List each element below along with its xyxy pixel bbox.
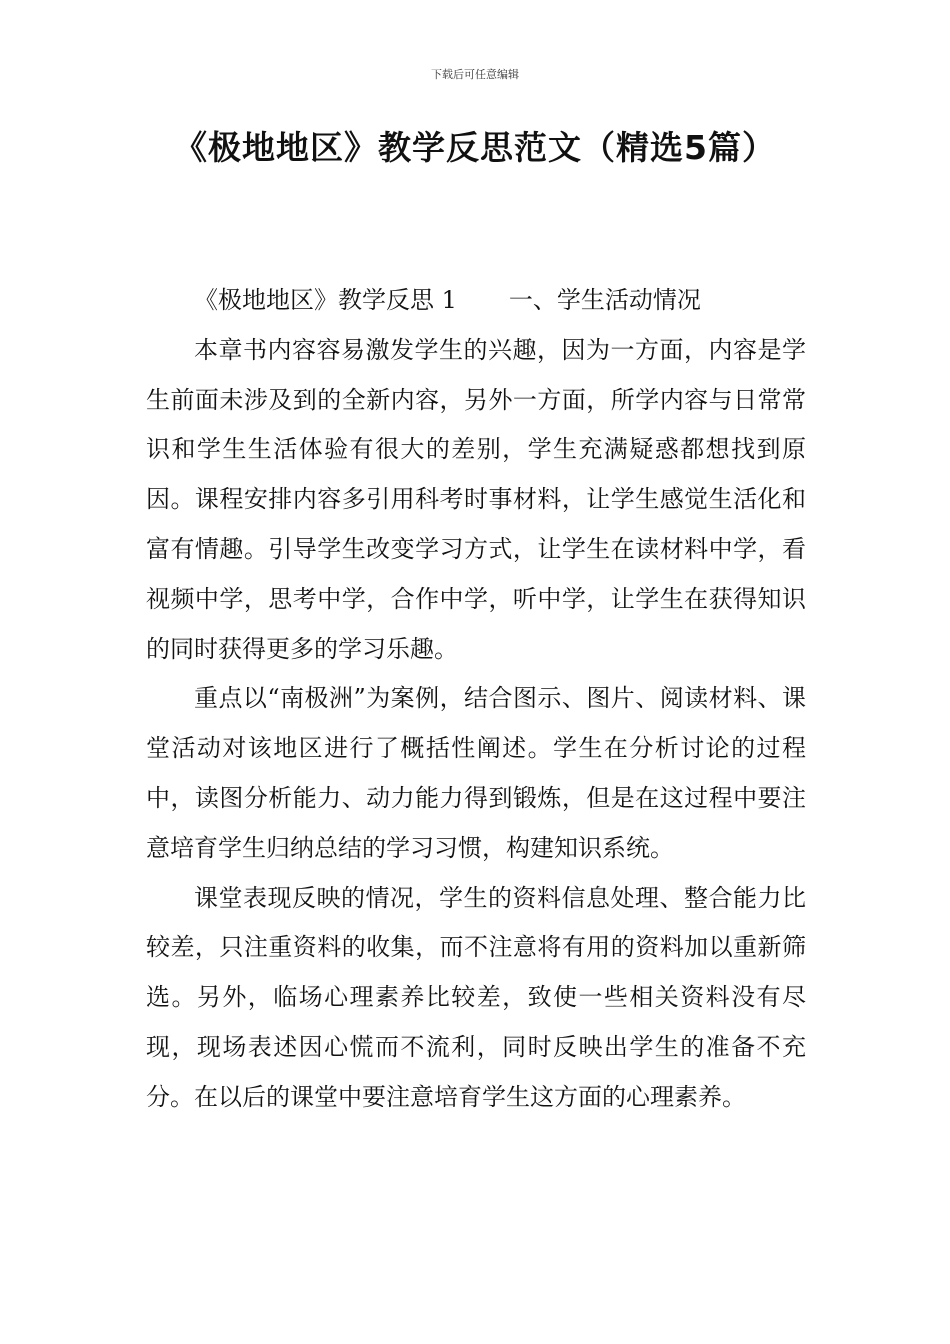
paragraph: 本章书内容容易激发学生的兴趣，因为一方面，内容是学生前面未涉及到的全新内容，另外一方面，所学内容与日常常识和学生生活体验有很大的差别，学生充满疑惑都想找到原因。课程安排内容多引用科考时事材料，让学生感觉生活化和富有情趣。引导学生改变学习方式，让学生在读材料中学，看视频中学，思考中学，合作中学，听中学，让学生在获得知识的同时获得更多的学习乐趣。 xyxy=(146,335,806,663)
document-body xyxy=(146,276,806,1123)
paragraph: 课堂表现反映的情况，学生的资料信息处理、整合能力比较差，只注重资料的收集，而不注意将有用的资料加以重新筛选。另外，临场心理素养比较差，致使一些相关资料没有尽现，现场表述因心慌而不流利，同时反映出学生的准备不充分。在以后的课堂中要注意培育学生这方面的心理素养。 xyxy=(146,883,806,1111)
section-heading: 《极地地区》教学反思 1 xyxy=(194,286,457,314)
document-title: 《极地地区》教学反思范文（精选5篇） xyxy=(174,128,776,167)
section-heading-line xyxy=(146,276,806,326)
paragraph: 重点以“南极洲”为案例，结合图示、图片、阅读材料、课堂活动对该地区进行了概括性阐述。学生在分析讨论的过程中，读图分析能力、动力能力得到锻炼，但是在这过程中要注意培育学生归纳总结的学习习惯，构建知识系统。 xyxy=(146,684,806,862)
section-subheading: 一、学生活动情况 xyxy=(508,286,701,314)
header-note: 下载后可任意编辑 xyxy=(431,68,519,81)
